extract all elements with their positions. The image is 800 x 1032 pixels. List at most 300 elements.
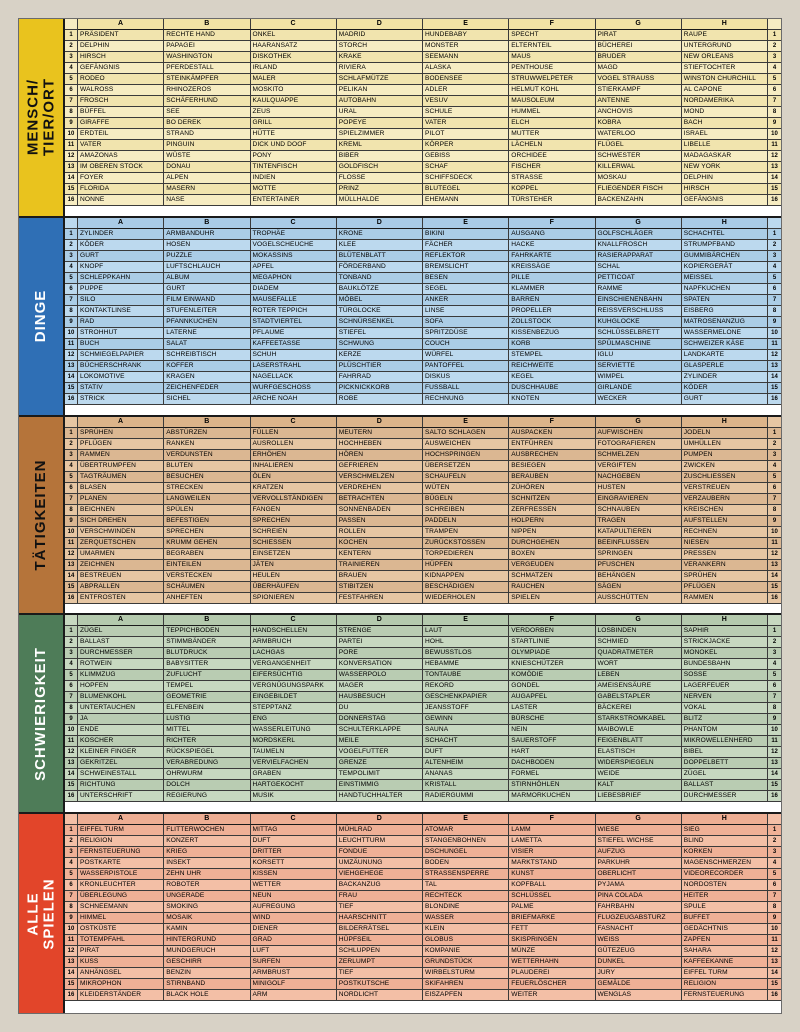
- word-cell: OLYMPIADE: [509, 648, 595, 659]
- row-number-right: 3: [768, 251, 781, 262]
- word-cell: ROLLEN: [337, 527, 423, 538]
- word-cell: TONTAUBE: [423, 670, 509, 681]
- word-cell: SCHIESSEN: [251, 538, 337, 549]
- row-number-right: 3: [768, 847, 781, 858]
- word-cell: DONNERSTAG: [337, 714, 423, 725]
- column-header: E: [423, 615, 509, 626]
- word-cell: KLEIDERSTÄNDER: [78, 990, 164, 1001]
- word-cell: ENDE: [78, 725, 164, 736]
- word-cell: BLITZ: [682, 714, 768, 725]
- row-number-right: 2: [768, 240, 781, 251]
- word-cell: KNOPF: [78, 262, 164, 273]
- word-cell: VERZAUBERN: [682, 494, 768, 505]
- row-number-right: 9: [768, 118, 781, 129]
- row-number-right: 1: [768, 626, 781, 637]
- column-header: B: [164, 19, 250, 30]
- word-cell: STRECKEN: [164, 483, 250, 494]
- word-cell: SCHAUFELN: [423, 472, 509, 483]
- word-cell: KRIEG: [164, 847, 250, 858]
- word-cell: JURY: [596, 968, 682, 979]
- column-header: F: [509, 19, 595, 30]
- row-number: 16: [65, 195, 78, 206]
- word-cell: HUMMEL: [509, 107, 595, 118]
- row-number-right: 6: [768, 880, 781, 891]
- word-cell: LASTER: [509, 703, 595, 714]
- row-number-right: 6: [768, 681, 781, 692]
- word-cell: EIFERSÜCHTIG: [251, 670, 337, 681]
- word-cell: SCHWEINESTALL: [78, 769, 164, 780]
- word-cell: SCHMATZEN: [509, 571, 595, 582]
- word-cell: ONKEL: [251, 30, 337, 41]
- row-number: 12: [65, 549, 78, 560]
- table-row: [65, 825, 781, 836]
- word-cell: HÜPFEN: [423, 560, 509, 571]
- word-cell: SICH DREHEN: [78, 516, 164, 527]
- word-cell: BREMSLICHT: [423, 262, 509, 273]
- word-cell: GEBISS: [423, 151, 509, 162]
- row-number-right: 12: [768, 151, 781, 162]
- word-cell: HARTGEKOCHT: [251, 780, 337, 791]
- word-cell: STARTLINIE: [509, 637, 595, 648]
- table-row: [65, 847, 781, 858]
- table-row: [65, 483, 781, 494]
- word-cell: VIEHGEHEGE: [337, 869, 423, 880]
- word-cell: SPÜLEN: [164, 505, 250, 516]
- word-cell: BO DEREK: [164, 118, 250, 129]
- row-number: 9: [65, 118, 78, 129]
- word-cell: BUFFET: [682, 913, 768, 924]
- word-cell: BÜRSCHE: [509, 714, 595, 725]
- column-header: G: [596, 19, 682, 30]
- word-cell: UMARMEN: [78, 549, 164, 560]
- word-cell: KLEINER FINGER: [78, 747, 164, 758]
- row-number: 6: [65, 85, 78, 96]
- word-cell: LASERSTRAHL: [251, 361, 337, 372]
- word-cell: ADLER: [423, 85, 509, 96]
- word-cell: EINSCHIENENBAHN: [596, 295, 682, 306]
- row-number-header: [65, 615, 78, 626]
- word-cell: RAMME: [596, 284, 682, 295]
- word-cell: PYJAMA: [596, 880, 682, 891]
- word-cell: SERVIETTE: [596, 361, 682, 372]
- word-cell: BRUDER: [596, 52, 682, 63]
- column-header: A: [78, 19, 164, 30]
- row-number: 12: [65, 946, 78, 957]
- word-cell: MAGD: [596, 63, 682, 74]
- word-cell: EIFFEL TURM: [682, 968, 768, 979]
- word-cell: VERGEUDEN: [509, 560, 595, 571]
- word-cell: DUSCHHAUBE: [509, 383, 595, 394]
- word-cell: STEINKÄMPFER: [164, 74, 250, 85]
- table-row: [65, 692, 781, 703]
- word-cell: MOND: [682, 107, 768, 118]
- category-label: DINGE: [32, 289, 50, 343]
- word-cell: RECHNEN: [682, 527, 768, 538]
- word-cell: POPEYE: [337, 118, 423, 129]
- word-cell: BARREN: [509, 295, 595, 306]
- table-row: [65, 251, 781, 262]
- word-cell: PLÜSCHTIER: [337, 361, 423, 372]
- word-cell: KUNST: [509, 869, 595, 880]
- word-cell: BUNDESBAHN: [682, 659, 768, 670]
- row-number: 1: [65, 428, 78, 439]
- word-cell: KÖRPER: [423, 140, 509, 151]
- word-cell: IGLU: [596, 350, 682, 361]
- word-cell: VERVOLLSTÄNDIGEN: [251, 494, 337, 505]
- row-number-right: 1: [768, 825, 781, 836]
- row-number-right: 5: [768, 273, 781, 284]
- word-cell: AUSROLLEN: [251, 439, 337, 450]
- row-number: 7: [65, 692, 78, 703]
- word-cell: VISIER: [509, 847, 595, 858]
- word-cell: MATROSENANZUG: [682, 317, 768, 328]
- word-cell: PALME: [509, 902, 595, 913]
- word-cell: MEILE: [337, 736, 423, 747]
- word-cell: SALAT: [164, 339, 250, 350]
- word-cell: KNALLFROSCH: [596, 240, 682, 251]
- row-number-right: 10: [768, 527, 781, 538]
- word-cell: PLANEN: [78, 494, 164, 505]
- word-cell: FLÜGEL: [596, 140, 682, 151]
- word-cell: AUSWEICHEN: [423, 439, 509, 450]
- table-row: [65, 990, 781, 1001]
- word-cell: INHALIEREN: [251, 461, 337, 472]
- word-cell: MOTTE: [251, 184, 337, 195]
- table-row: [65, 229, 781, 240]
- word-cell: BILDERRÄTSEL: [337, 924, 423, 935]
- word-cell: WÜTEN: [423, 483, 509, 494]
- word-cell: SCHLÜSSEL: [509, 891, 595, 902]
- category-block: [19, 417, 781, 616]
- word-cell: BABYSITTER: [164, 659, 250, 670]
- row-number-header-right: [768, 814, 781, 825]
- column-header: D: [337, 417, 423, 428]
- word-cell: STANGENBOHNEN: [423, 836, 509, 847]
- word-cell: HOLPERN: [509, 516, 595, 527]
- word-cell: VOGELFUTTER: [337, 747, 423, 758]
- word-cell: SPATEN: [682, 295, 768, 306]
- row-number: 14: [65, 173, 78, 184]
- row-number-right: 1: [768, 30, 781, 41]
- word-cell: SCHREIEN: [251, 527, 337, 538]
- word-cell: NACHGEBEN: [596, 472, 682, 483]
- table-row: [65, 41, 781, 52]
- table-row: [65, 780, 781, 791]
- row-number-right: 7: [768, 692, 781, 703]
- word-cell: MOKASSINS: [251, 251, 337, 262]
- row-number: 11: [65, 935, 78, 946]
- word-cell: AUSPACKEN: [509, 428, 595, 439]
- word-cell: ATOMAR: [423, 825, 509, 836]
- row-number-right: 3: [768, 450, 781, 461]
- row-number: 14: [65, 968, 78, 979]
- word-cell: ELASTISCH: [596, 747, 682, 758]
- word-cell: TONBAND: [337, 273, 423, 284]
- word-cell: SCHMELZEN: [596, 450, 682, 461]
- word-cell: MAUSOLEUM: [509, 96, 595, 107]
- table-row: [65, 129, 781, 140]
- word-cell: VERSCHMELZEN: [337, 472, 423, 483]
- row-number: 2: [65, 41, 78, 52]
- word-cell: NEW ORLEANS: [682, 52, 768, 63]
- word-cell: STRUWWELPETER: [509, 74, 595, 85]
- row-number-right: 3: [768, 648, 781, 659]
- word-cell: ZÜHÖREN: [509, 483, 595, 494]
- row-number: 12: [65, 350, 78, 361]
- word-cell: ALASKA: [423, 63, 509, 74]
- word-cell: HEULEN: [251, 571, 337, 582]
- word-cell: DSCHUNGEL: [423, 847, 509, 858]
- word-cell: STRUMPFBAND: [682, 240, 768, 251]
- word-cell: DELPHIN: [682, 173, 768, 184]
- word-cell: ZERFRESSEN: [509, 505, 595, 516]
- table-row: [65, 924, 781, 935]
- word-cell: STEMPEL: [509, 350, 595, 361]
- word-cell: PRÄSIDENT: [78, 30, 164, 41]
- word-cell: KORSETT: [251, 858, 337, 869]
- word-cell: WALROSS: [78, 85, 164, 96]
- word-cell: VERDREHEN: [337, 483, 423, 494]
- word-cell: KNOTEN: [509, 394, 595, 405]
- word-cell: BENZIN: [164, 968, 250, 979]
- word-cell: HUNDEBABY: [423, 30, 509, 41]
- column-header: G: [596, 218, 682, 229]
- word-cell: ARMBRUST: [251, 968, 337, 979]
- row-number-right: 8: [768, 107, 781, 118]
- word-cell: KATAPULTIEREN: [596, 527, 682, 538]
- table-row: [65, 151, 781, 162]
- table-row: [65, 549, 781, 560]
- word-cell: LOKOMOTIVE: [78, 372, 164, 383]
- word-cell: HART: [509, 747, 595, 758]
- row-number: 16: [65, 394, 78, 405]
- word-cell: SEE: [164, 107, 250, 118]
- word-cell: VERSTREUEN: [682, 483, 768, 494]
- row-number-right: 15: [768, 780, 781, 791]
- word-cell: LOSBINDEN: [596, 626, 682, 637]
- word-cell: SALTO SCHLAGEN: [423, 428, 509, 439]
- word-cell: ZUSCHLIESSEN: [682, 472, 768, 483]
- word-cell: BEEINFLUSSEN: [596, 538, 682, 549]
- word-cell: KOMÖDIE: [509, 670, 595, 681]
- word-cell: ZÜGEL: [682, 769, 768, 780]
- table-row: [65, 714, 781, 725]
- row-number-right: 7: [768, 96, 781, 107]
- row-number: 12: [65, 151, 78, 162]
- word-cell: BAUKLÖTZE: [337, 284, 423, 295]
- word-cell: PLAUDEREI: [509, 968, 595, 979]
- word-cell: URAL: [337, 107, 423, 118]
- word-cell: LUFTSCHLAUCH: [164, 262, 250, 273]
- word-cell: MONOKEL: [682, 648, 768, 659]
- word-cell: WIESE: [596, 825, 682, 836]
- word-cell: SCHREIBEN: [423, 505, 509, 516]
- word-cell: RIVIERA: [337, 63, 423, 74]
- word-cell: ZEUS: [251, 107, 337, 118]
- word-cell: VERGIFTEN: [596, 461, 682, 472]
- table-row: [65, 85, 781, 96]
- row-number: 4: [65, 461, 78, 472]
- word-cell: FERNSTEUERUNG: [78, 847, 164, 858]
- word-cell: AUFWISCHEN: [596, 428, 682, 439]
- word-cell: EISBERG: [682, 306, 768, 317]
- word-cell: DUFT: [251, 836, 337, 847]
- word-cell: COUCH: [423, 339, 509, 350]
- row-number: 2: [65, 637, 78, 648]
- table-row: [65, 637, 781, 648]
- word-cell: SCHAL: [596, 262, 682, 273]
- table-row: [65, 450, 781, 461]
- word-cell: HÜTTE: [251, 129, 337, 140]
- word-cell: STRICKJACKE: [682, 637, 768, 648]
- word-cell: HOCHHEBEN: [337, 439, 423, 450]
- word-cell: HOPFEN: [78, 681, 164, 692]
- word-cell: ENTERTAINER: [251, 195, 337, 206]
- column-header: D: [337, 615, 423, 626]
- word-cell: AUFSTELLEN: [682, 516, 768, 527]
- row-number: 6: [65, 880, 78, 891]
- word-cell: RELIGION: [682, 979, 768, 990]
- word-cell: NONNE: [78, 195, 164, 206]
- word-cell: EINSTIMMIG: [337, 780, 423, 791]
- word-cell: SOFA: [423, 317, 509, 328]
- word-cell: ÖLEN: [251, 472, 337, 483]
- word-cell: AL CAPONE: [682, 85, 768, 96]
- word-cell: BÜCHERSCHRANK: [78, 361, 164, 372]
- word-cell: FESTFAHREN: [337, 593, 423, 604]
- word-cell: SAUNA: [423, 725, 509, 736]
- word-cell: MAIBOWLE: [596, 725, 682, 736]
- word-cell: GRAD: [251, 935, 337, 946]
- category-label-cell: [19, 218, 65, 415]
- word-cell: BACKENZAHN: [596, 195, 682, 206]
- word-cell: ÜBERHÄUFEN: [251, 582, 337, 593]
- word-cell: WATERLOO: [596, 129, 682, 140]
- word-cell: PICKNICKKORB: [337, 383, 423, 394]
- row-number-right: 13: [768, 162, 781, 173]
- row-number-right: 5: [768, 670, 781, 681]
- row-number-right: 13: [768, 957, 781, 968]
- word-cell: OBERLICHT: [596, 869, 682, 880]
- word-cell: FUSSBALL: [423, 383, 509, 394]
- table-row: [65, 560, 781, 571]
- word-cell: HÜPFSEIL: [337, 935, 423, 946]
- row-number: 11: [65, 140, 78, 151]
- word-cell: MITTAG: [251, 825, 337, 836]
- column-header: H: [682, 19, 768, 30]
- word-cell: MAGENSCHMERZEN: [682, 858, 768, 869]
- word-cell: ZWICKEN: [682, 461, 768, 472]
- column-header: H: [682, 417, 768, 428]
- word-cell: WASHINGTON: [164, 52, 250, 63]
- word-cell: ZUFLUCHT: [164, 670, 250, 681]
- word-cell: BÜCHEREI: [596, 41, 682, 52]
- row-number: 10: [65, 527, 78, 538]
- row-number-right: 4: [768, 858, 781, 869]
- word-cell: LAUT: [423, 626, 509, 637]
- word-cell: BRIEFMARKE: [509, 913, 595, 924]
- word-cell: PELIKAN: [337, 85, 423, 96]
- row-number: 1: [65, 626, 78, 637]
- word-cell: LATERNE: [164, 328, 250, 339]
- word-cell: SEEMANN: [423, 52, 509, 63]
- word-cell: STADTVIERTEL: [251, 317, 337, 328]
- word-cell: HOSEN: [164, 240, 250, 251]
- word-cell: WECKER: [596, 394, 682, 405]
- row-number-right: 7: [768, 891, 781, 902]
- word-cell: MADRID: [337, 30, 423, 41]
- word-cell: HOCHSPRINGEN: [423, 450, 509, 461]
- column-header: A: [78, 615, 164, 626]
- row-number: 9: [65, 516, 78, 527]
- word-cell: SPULE: [682, 902, 768, 913]
- word-cell: KOPIERGERÄT: [682, 262, 768, 273]
- word-cell: TEPPICHBODEN: [164, 626, 250, 637]
- row-number: 3: [65, 847, 78, 858]
- word-cell: SOSSE: [682, 670, 768, 681]
- row-number: 5: [65, 472, 78, 483]
- table-row: [65, 703, 781, 714]
- word-cell: MIKROPHON: [78, 979, 164, 990]
- table-row: [65, 979, 781, 990]
- word-cell: ARMBRUCH: [251, 637, 337, 648]
- word-cell: FÄCHER: [423, 240, 509, 251]
- word-cell: DISKUS: [423, 372, 509, 383]
- table-row: [65, 935, 781, 946]
- word-cell: HELMUT KOHL: [509, 85, 595, 96]
- word-cell: KAMIN: [164, 924, 250, 935]
- row-number: 5: [65, 74, 78, 85]
- word-cell: ZYLINDER: [682, 372, 768, 383]
- word-cell: STRENGE: [337, 626, 423, 637]
- word-cell: KÖDER: [78, 240, 164, 251]
- row-number: 4: [65, 858, 78, 869]
- word-cell: UNTERGRUND: [682, 41, 768, 52]
- word-cell: STRICK: [78, 394, 164, 405]
- word-cell: NORDOSTEN: [682, 880, 768, 891]
- word-cell: ANKER: [423, 295, 509, 306]
- word-cell: MUSIK: [251, 791, 337, 802]
- word-cell: RHINOZEROS: [164, 85, 250, 96]
- word-cell: FÜLLEN: [251, 428, 337, 439]
- column-header: F: [509, 814, 595, 825]
- word-cell: SCHÄUMEN: [164, 582, 250, 593]
- table-row: [65, 472, 781, 483]
- word-cell: ZYLINDER: [78, 229, 164, 240]
- row-number-right: 11: [768, 538, 781, 549]
- word-cell: WIMPEL: [596, 372, 682, 383]
- word-cell: ZAPFEN: [682, 935, 768, 946]
- word-cell: TAUMELN: [251, 747, 337, 758]
- word-cell: SCHWEIZER KÄSE: [682, 339, 768, 350]
- row-number: 5: [65, 273, 78, 284]
- word-cell: WASSERPOLO: [337, 670, 423, 681]
- word-grid: [65, 814, 781, 1013]
- column-header: G: [596, 417, 682, 428]
- word-cell: MITTEL: [164, 725, 250, 736]
- word-cell: GURT: [78, 251, 164, 262]
- word-cell: ELCH: [509, 118, 595, 129]
- word-cell: MÜNZE: [509, 946, 595, 957]
- table-row: [65, 516, 781, 527]
- word-cell: TIEF: [337, 902, 423, 913]
- row-number-right: 12: [768, 946, 781, 957]
- row-number: 3: [65, 251, 78, 262]
- word-cell: BEWUSSTLOS: [423, 648, 509, 659]
- word-cell: UMHÜLLEN: [682, 439, 768, 450]
- word-cell: HÖREN: [337, 450, 423, 461]
- column-header: F: [509, 218, 595, 229]
